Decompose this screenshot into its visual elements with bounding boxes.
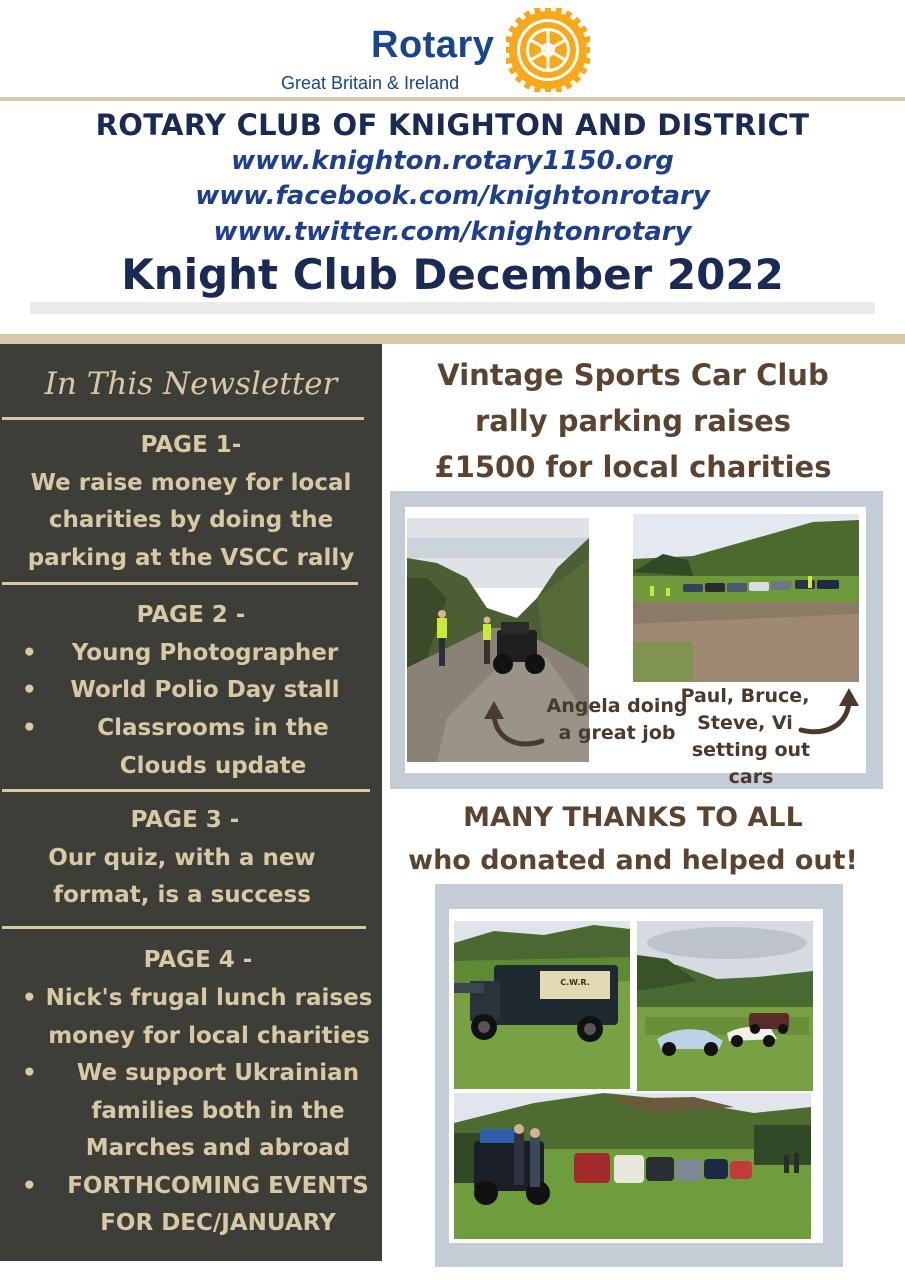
van-sign-text: C.W.R. — [560, 978, 590, 987]
club-name: ROTARY CLUB OF KNIGHTON AND DISTRICT — [95, 108, 810, 142]
photo-sports-cars-hillside — [637, 921, 813, 1091]
article-headline — [393, 352, 873, 490]
sidebar-heading: In This Newsletter — [44, 366, 338, 402]
page4-item: FORTHCOMING EVENTS — [67, 1173, 369, 1199]
caption-paul-bruce-steve-vi — [668, 683, 834, 791]
headline-line: Vintage Sports Car Club — [437, 358, 829, 392]
thanks-message — [400, 796, 866, 882]
caption-angela — [546, 693, 688, 747]
page1-line: parking at the VSCC rally — [27, 545, 355, 571]
sidebar-divider — [2, 789, 370, 792]
twitter-link[interactable]: www.twitter.com/knightonrotary — [213, 217, 692, 247]
bullet: • — [22, 1173, 37, 1199]
headline-line: rally parking raises — [474, 404, 792, 438]
bullet: • — [22, 640, 37, 666]
curved-arrow-icon — [480, 693, 550, 753]
photo-field-with-parked-cars — [633, 514, 859, 682]
page4-item: families both in the — [91, 1098, 345, 1124]
facebook-link[interactable]: www.facebook.com/knightonrotary — [195, 181, 710, 211]
bullet: • — [22, 677, 37, 703]
sidebar-divider — [2, 582, 358, 585]
photo-vintage-van — [454, 921, 630, 1089]
page3-line: Our quiz, with a new — [48, 845, 316, 871]
caption-line: a great job — [558, 722, 676, 744]
page4-item: money for local charities — [48, 1023, 370, 1049]
website-link[interactable]: www.knighton.rotary1150.org — [231, 146, 674, 176]
page1-line: charities by doing the — [48, 507, 334, 533]
page4-title: PAGE 4 - — [143, 947, 253, 973]
rotary-wheel-icon — [506, 8, 590, 92]
page2-item: Classrooms in the — [97, 715, 329, 741]
page4-item: Nick's frugal lunch raises — [45, 985, 373, 1011]
header-divider — [0, 97, 905, 101]
page1-line: We raise money for local — [30, 470, 352, 496]
caption-line: setting out cars — [691, 739, 811, 788]
page3-line: format, is a success — [53, 882, 311, 908]
sidebar-divider — [2, 926, 366, 929]
newsletter-contents-sidebar — [0, 344, 382, 1261]
photo-line-of-vintage-cars — [454, 1093, 811, 1239]
thanks-line: MANY THANKS TO ALL — [463, 802, 803, 833]
caption-line: Angela doing — [546, 695, 688, 717]
thanks-line: who donated and helped out! — [408, 845, 858, 876]
title-underline — [30, 302, 875, 314]
rotary-gbi-subtitle: Great Britain & Ireland — [281, 73, 460, 93]
page2-item: World Polio Day stall — [70, 677, 340, 703]
page4-item: FOR DEC/JANUARY — [100, 1210, 336, 1236]
page4-item: Marches and abroad — [85, 1135, 351, 1161]
bullet: • — [22, 715, 37, 741]
rotary-logo — [0, 0, 905, 98]
headline-line: £1500 for local charities — [434, 450, 832, 484]
caption-line: Steve, Vi — [697, 712, 793, 734]
sidebar-divider — [2, 417, 364, 420]
rotary-wordmark: Rotary — [371, 24, 495, 66]
page3-title: PAGE 3 - — [130, 807, 240, 833]
page2-title: PAGE 2 - — [136, 602, 246, 628]
caption-line: Paul, Bruce, — [680, 685, 810, 707]
page1-title: PAGE 1- — [140, 432, 242, 458]
issue-title: Knight Club December 2022 — [121, 250, 784, 299]
bullet: • — [22, 1060, 37, 1086]
section-divider — [0, 334, 905, 344]
page2-item: Young Photographer — [71, 640, 339, 666]
page4-item: We support Ukrainian — [76, 1060, 360, 1086]
bullet: • — [22, 985, 37, 1011]
page2-item: Clouds update — [119, 753, 307, 779]
